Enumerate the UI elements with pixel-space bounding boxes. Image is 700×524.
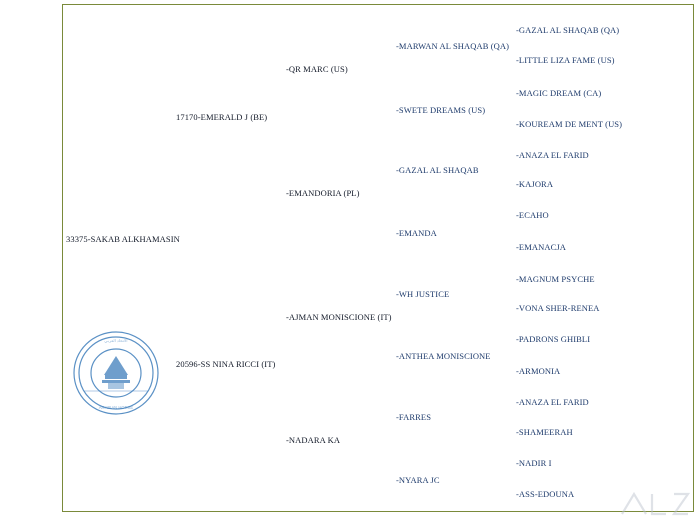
pedigree-node: -MAGNUM PSYCHE bbox=[516, 274, 595, 284]
pedigree-node: -NADIR I bbox=[516, 458, 552, 468]
pedigree-node: -ANTHEA MONISCIONE bbox=[396, 351, 491, 361]
pedigree-node: -LITTLE LIZA FAME (US) bbox=[516, 55, 615, 65]
pedigree-node: -KOUREAM DE MENT (US) bbox=[516, 119, 623, 129]
pedigree-node: -ASS-EDOUNA bbox=[516, 489, 575, 499]
pedigree-node: 20596-SS NINA RICCI (IT) bbox=[176, 359, 276, 369]
pedigree-node: -QR MARC (US) bbox=[286, 64, 348, 74]
pedigree-node: -ANAZA EL FARID bbox=[516, 397, 589, 407]
pedigree-node: -ECAHO bbox=[516, 210, 549, 220]
pedigree-node: -EMANDORIA (PL) bbox=[286, 188, 360, 198]
pedigree-node: -SHAMEERAH bbox=[516, 427, 573, 437]
pedigree-node: -WH JUSTICE bbox=[396, 289, 450, 299]
watermark-logo bbox=[618, 490, 692, 518]
pedigree-node: 33375-SAKAB ALKHAMASIN bbox=[66, 234, 180, 244]
svg-text:الاتحاد العربي: الاتحاد العربي bbox=[104, 338, 128, 343]
pedigree-node: -MARWAN AL SHAQAB (QA) bbox=[396, 41, 510, 51]
pedigree-node: -GAZAL AL SHAQAB (QA) bbox=[516, 25, 620, 35]
pedigree-node: -EMANACJA bbox=[516, 242, 567, 252]
pedigree-node: -KAJORA bbox=[516, 179, 554, 189]
pedigree-node: -FARRES bbox=[396, 412, 432, 422]
pedigree-node: -VONA SHER-RENEA bbox=[516, 303, 600, 313]
page-border bbox=[62, 4, 694, 512]
pedigree-node: -PADRONS GHIBLI bbox=[516, 334, 591, 344]
pedigree-node: -ANAZA EL FARID bbox=[516, 150, 589, 160]
pedigree-node: -EMANDA bbox=[396, 228, 437, 238]
svg-text:ARABIAN HORSE: ARABIAN HORSE bbox=[98, 405, 134, 410]
pedigree-node: -ARMONIA bbox=[516, 366, 561, 376]
pedigree-node: -GAZAL AL SHAQAB bbox=[396, 165, 479, 175]
pedigree-node: -MAGIC DREAM (CA) bbox=[516, 88, 602, 98]
pedigree-node: 17170-EMERALD J (BE) bbox=[176, 112, 268, 122]
pedigree-node: -NYARA JC bbox=[396, 475, 440, 485]
pedigree-node: -NADARA KA bbox=[286, 435, 341, 445]
official-stamp bbox=[72, 329, 160, 417]
pedigree-node: -AJMAN MONISCIONE (IT) bbox=[286, 312, 392, 322]
pedigree-node: -SWETE DREAMS (US) bbox=[396, 105, 486, 115]
